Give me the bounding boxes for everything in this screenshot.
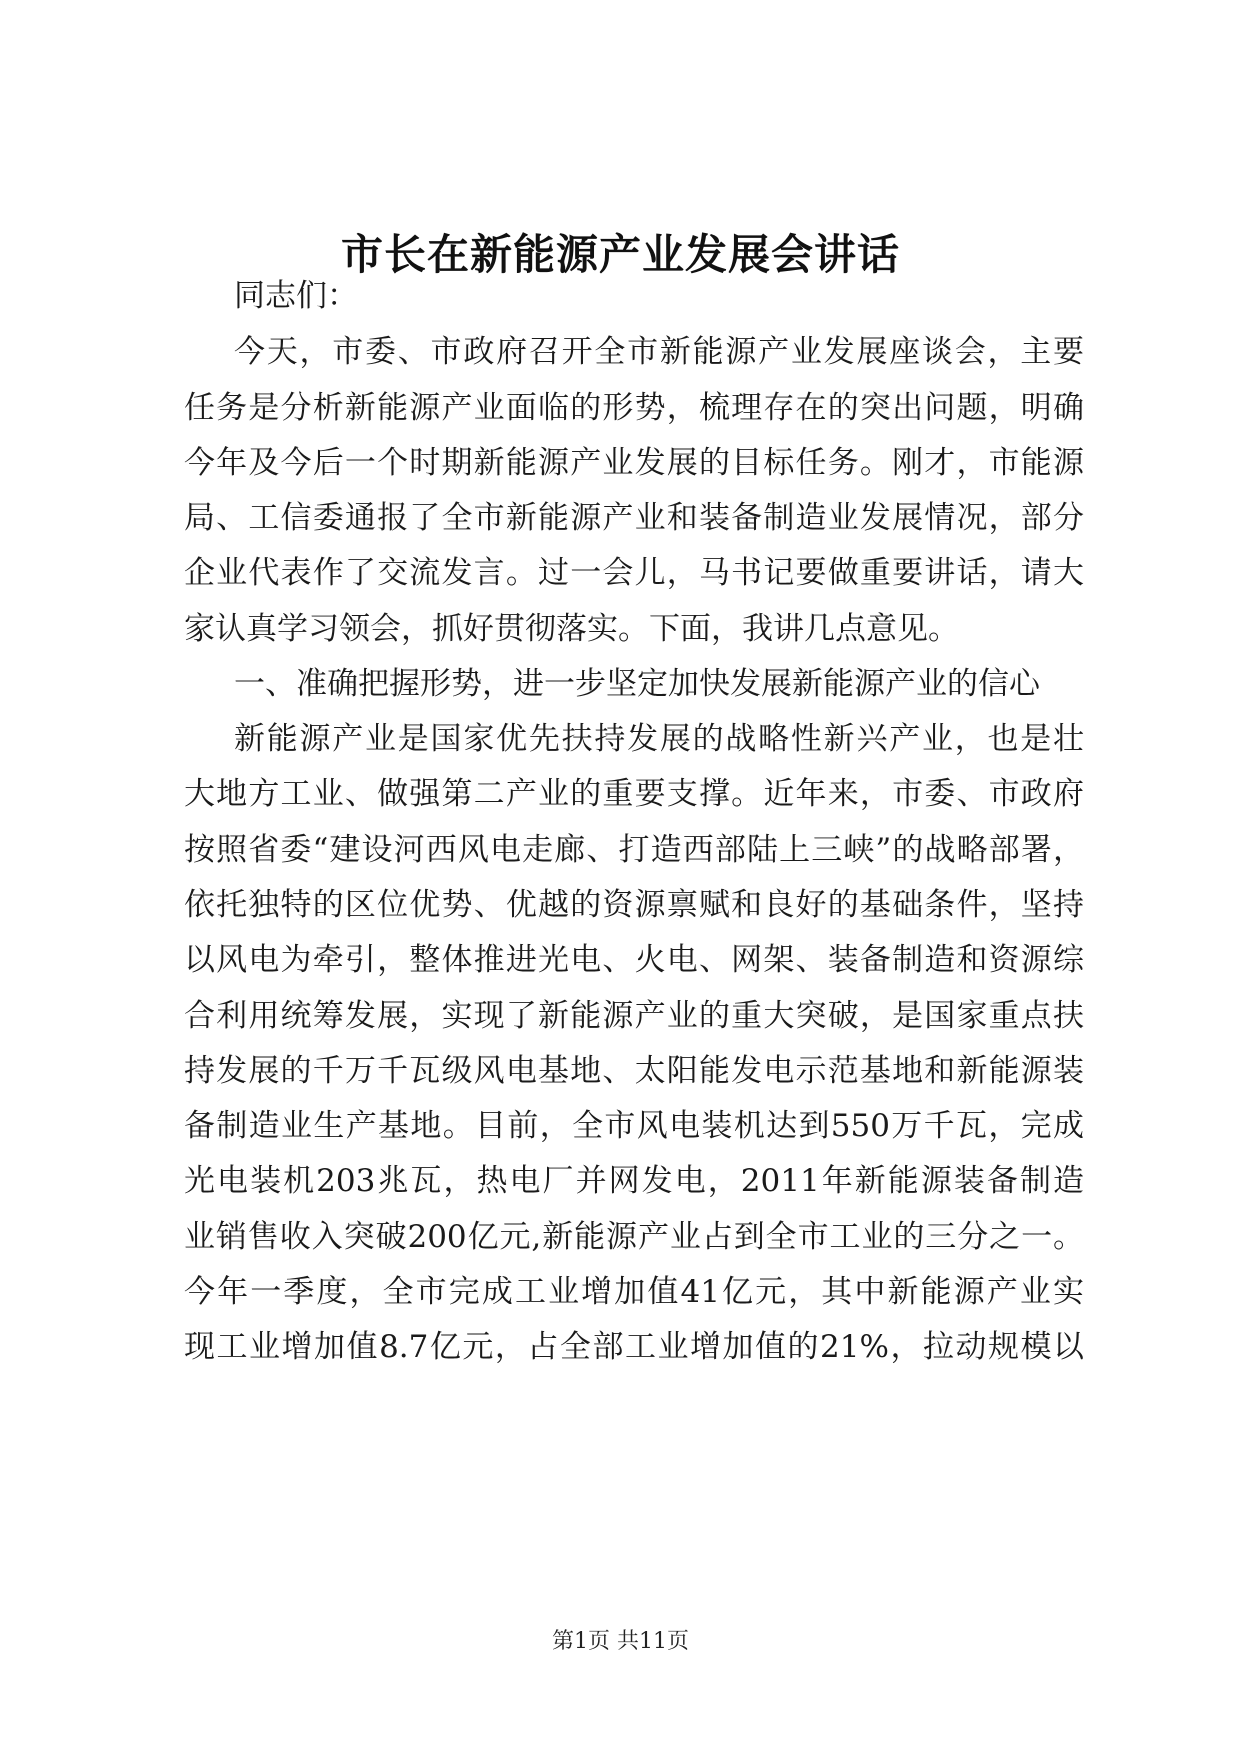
text-line: 今年及今后一个时期新能源产业发展的目标任务。刚才，市能源 <box>184 445 1084 481</box>
text-line: 企业代表作了交流发言。过一会儿，马书记要做重要讲话，请大 <box>184 555 1084 591</box>
text-line: 业销售收入突破200亿元,新能源产业占到全市工业的三分之一。 <box>184 1219 1084 1255</box>
section-heading: 一、准确把握形势，进一步坚定加快发展新能源产业的信心 <box>234 666 1040 702</box>
salutation: 同志们： <box>234 278 358 314</box>
text-line: 新能源产业是国家优先扶持发展的战略性新兴产业，也是壮 <box>234 721 1084 757</box>
document-title: 市长在新能源产业发展会讲话 <box>340 230 900 279</box>
text-line: 任务是分析新能源产业面临的形势，梳理存在的突出问题，明确 <box>184 390 1084 426</box>
text-line: 家认真学习领会，抓好贯彻落实。下面，我讲几点意见。 <box>184 611 959 647</box>
text-line: 光电装机203兆瓦，热电厂并网发电，2011年新能源装备制造 <box>184 1163 1084 1199</box>
page-footer: 第1页 共11页 <box>552 1629 689 1654</box>
text-line: 以风电为牵引，整体推进光电、火电、网架、装备制造和资源综 <box>184 942 1084 978</box>
text-line: 现工业增加值8.7亿元，占全部工业增加值的21%，拉动规模以 <box>184 1329 1084 1365</box>
text-line: 今年一季度，全市完成工业增加值41亿元，其中新能源产业实 <box>184 1274 1084 1310</box>
text-line: 备制造业生产基地。目前，全市风电装机达到550万千瓦，完成 <box>184 1108 1084 1144</box>
text-line: 持发展的千万千瓦级风电基地、太阳能发电示范基地和新能源装 <box>184 1053 1084 1089</box>
text-line: 今天，市委、市政府召开全市新能源产业发展座谈会，主要 <box>234 334 1084 370</box>
text-line: 大地方工业、做强第二产业的重要支撑。近年来，市委、市政府 <box>184 776 1084 812</box>
text-line: 依托独特的区位优势、优越的资源禀赋和良好的基础条件，坚持 <box>184 887 1084 923</box>
text-line: 局、工信委通报了全市新能源产业和装备制造业发展情况，部分 <box>184 500 1084 536</box>
text-line: 合利用统筹发展，实现了新能源产业的重大突破，是国家重点扶 <box>184 998 1084 1034</box>
text-line: 按照省委“建设河西风电走廊、打造西部陆上三峡”的战略部署， <box>184 832 1084 868</box>
